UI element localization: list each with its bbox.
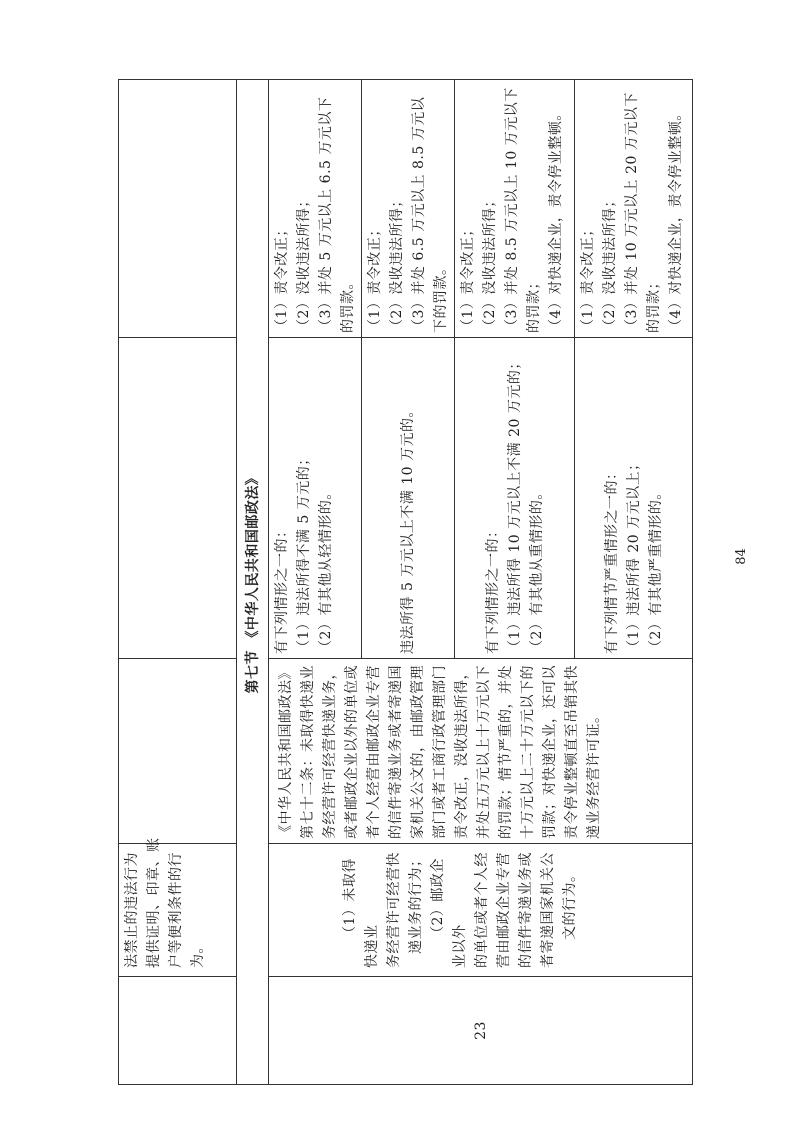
law-paragraph: 《中华人民共和国邮政法》第七十二条：未取得快递业务经营许可经营快递业务，或者邮政企业以外的单位或者个人经营由邮政企业专营的信件寄递业务或者寄递国家机关公文的，由邮政管理部门或者工商行政管理部门责令改正，没收违法所得，并处五万元以上十万元以下的罚款；情节严重的，并处十万元以上二十万元以下的罚款；对快递企业，还可以责令停业整顿直至吊销其快递业务经营许可证。 xyxy=(278,665,602,839)
penalty-cell xyxy=(362,80,455,338)
circumstance-line: （1）违法所得 20 万元以上； xyxy=(625,456,642,654)
penalty-line: （4）对快递企业，责令停业整顿。 xyxy=(548,106,564,333)
prev-row-number-cell xyxy=(119,977,237,1085)
behavior-line: 的单位或者个人经 xyxy=(474,852,490,968)
behavior-cell xyxy=(269,844,693,977)
row-number: 23 xyxy=(269,977,693,1085)
penalty-line: （2）没收违法所得； xyxy=(389,193,405,333)
penalty-line: （1）责令改正； xyxy=(274,222,290,333)
circumstance-line: （2）有其他从轻情形的。 xyxy=(318,485,334,654)
circumstance-line: （1）违法所得不满 5 万元的； xyxy=(296,451,312,654)
circumstance-line: （2）有其他严重情形的。 xyxy=(647,485,664,654)
penalty-line: （2）没收违法所得； xyxy=(602,193,618,333)
behavior-line: 文的行为。 xyxy=(562,867,578,940)
penalty-line: （3）并处 8.5 万元以上 10 万元以下的罚款； xyxy=(504,87,542,333)
penalty-line: （1）责令改正； xyxy=(580,222,596,333)
circumstance-row-1 xyxy=(269,80,362,1085)
prev-behavior-line: 提供证明、印章、账 xyxy=(146,837,162,968)
prev-behavior-line: 户等便利条件的行 xyxy=(168,852,184,968)
behavior-line: 务经营许可经营快 xyxy=(386,852,402,968)
behavior-line: （2）邮政企业以外 xyxy=(430,858,468,968)
circumstance-line: 有下列情形之一的： xyxy=(484,523,501,654)
penalty-cell xyxy=(455,80,575,338)
page-number: 84 xyxy=(733,548,749,565)
prev-row-penalty-cell xyxy=(119,80,237,338)
prev-row-law-cell xyxy=(119,659,237,844)
law-basis-cell xyxy=(269,659,693,844)
penalty-line: （3）并处 10 万元以上 20 万元以下的罚款； xyxy=(624,92,662,333)
behavior-line: 递业务的行为； xyxy=(408,852,424,954)
penalty-line: （3）并处 5 万元以上 6.5 万元以下的罚款。 xyxy=(318,96,356,333)
penalty-cell xyxy=(575,80,693,338)
circumstance-line: 有下列情节严重情形之一的： xyxy=(603,465,620,654)
behavior-line: （1）未取得快递业 xyxy=(342,858,380,968)
prev-behavior-line: 为。 xyxy=(190,939,206,968)
prev-row xyxy=(119,80,237,1085)
penalty-line: （1）责令改正； xyxy=(367,222,383,333)
penalty-line: （1）责令改正； xyxy=(460,222,476,333)
behavior-line: 者寄递国家机关公 xyxy=(540,852,556,968)
section-row xyxy=(237,80,269,1085)
prev-row-behavior-cell xyxy=(119,837,237,977)
prev-row-circumstance-cell xyxy=(119,338,237,659)
penalty-line: （4）对快递企业，责令停业整顿。 xyxy=(668,106,684,333)
circumstance-cell xyxy=(575,338,693,659)
behavior-line: 营由邮政企业专营 xyxy=(496,852,512,968)
circumstance-line: 违法所得 5 万元以上不满 10 万元的。 xyxy=(400,402,416,654)
rotated-table-sheet xyxy=(118,80,684,1085)
circumstance-line: 有下列情形之一的： xyxy=(274,523,290,654)
penalty-line: （3）并处 6.5 万元以上 8.5 万元以下的罚款。 xyxy=(411,96,449,333)
prev-behavior-line: 法禁止的违法行为 xyxy=(124,852,140,968)
penalty-cell xyxy=(269,80,362,338)
section-title: 第七节 《中华人民共和国邮政法》 xyxy=(237,80,269,1085)
circumstance-cell xyxy=(269,338,362,659)
circumstance-cell xyxy=(362,338,455,659)
circumstance-line: （1）违法所得 10 万元以上不满 20 万元的； xyxy=(506,355,523,654)
penalty-line: （2）没收违法所得； xyxy=(482,193,498,333)
circumstance-line: （2）有其他从重情形的。 xyxy=(528,485,545,654)
discretion-table xyxy=(118,79,693,1085)
circumstance-cell xyxy=(455,338,575,659)
behavior-line: 的信件寄递业务或 xyxy=(518,852,534,968)
penalty-line: （2）没收违法所得； xyxy=(296,193,312,333)
